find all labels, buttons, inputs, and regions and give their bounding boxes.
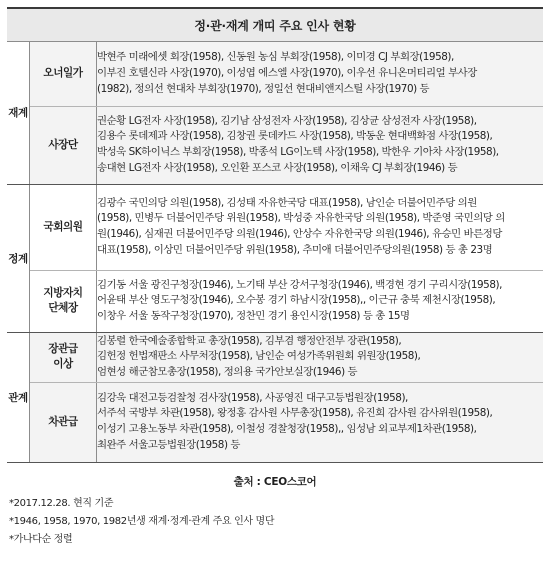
person-list-line: 김헌정 헌법재판소 사무처장(1958), 남인순 여성가족위원회 위원장(1958),: [97, 350, 421, 363]
ceo-group-label: [30, 106, 97, 184]
category-label-line: 이상: [53, 358, 73, 370]
person-list-line: 김강욱 대전고등검찰청 검사장(1958), 사공영진 대구고등법원장(1958),: [97, 391, 408, 404]
table-title: 정·관·재계 개띠 주요 인사 현황: [7, 7, 543, 42]
person-list-line: (1958), 민병두 더불어민주당 위원(1958), 박성중 자유한국당 의원(1958), 박준영 국민의당 의: [97, 212, 505, 225]
personnel-table-body: [7, 42, 543, 462]
person-list-line: 이성기 고용노동부 차관(1958), 이철성 경찰청장(1958),, 임성남 외교부제1차관(1958),: [97, 423, 477, 435]
category-label-line: 국회의원: [43, 220, 83, 233]
person-list-line: 송대현 LG전자 사장(1958), 오인환 포스코 사장(1958), 이채욱 CJ 부회장(1946) 등: [97, 161, 458, 174]
footnote-order: *가나다순 정렬: [9, 533, 73, 545]
minister-level-list: [97, 332, 544, 382]
table-row-national-assembly: [7, 184, 543, 270]
owner-family-list: [97, 42, 544, 106]
category-label-line: 사장단: [48, 138, 78, 151]
table-row-owner-family: [7, 42, 543, 106]
person-list-line: 이부진 호텔신라 사장(1970), 이성엽 에스엘 사장(1970), 이우선 유니온머티리얼 부사장: [97, 66, 477, 79]
owner-family-label: [30, 42, 97, 106]
sector-government-label: 관계: [7, 332, 30, 462]
table-row-ceo-group: [7, 106, 543, 184]
category-label-line: 차관급: [48, 415, 78, 428]
ceo-group-list: [97, 106, 544, 184]
table-row-minister-level: [7, 332, 543, 382]
minister-level-label: [30, 332, 97, 382]
footnote-scope: *1946, 1958, 1970, 1982년생 재계·정계·관계 주요 인사 명단: [9, 515, 275, 527]
national-assembly-label: [30, 184, 97, 270]
table-row-vice-minister-level: [7, 382, 543, 462]
person-list-line: 박성욱 SK하이닉스 부회장(1958), 박종석 LG이노텍 사장(1958), 박한우 기아차 사장(1958),: [97, 146, 499, 158]
person-list-line: 이창우 서울 동작구청장(1970), 정찬민 경기 용인시장(1958) 등 총 15명: [97, 309, 410, 322]
vice-minister-level-label: [30, 382, 97, 462]
category-label-line: 단체장: [48, 302, 78, 314]
person-list-line: 원(1946), 심재권 더불어민주당 의원(1946), 안상수 자유한국당 의원(1946), 유승민 바른정당: [97, 228, 502, 240]
person-list-line: 김기동 서울 광진구청장(1946), 노기태 부산 강서구청장(1946), 백경현 경기 구리시장(1958),: [97, 278, 502, 291]
sector-business-label: 재계: [7, 42, 30, 184]
person-list-line: (1982), 정의선 현대차 부회장(1970), 정일선 현대비앤지스틸 사장(1970) 등: [97, 82, 430, 95]
vice-minister-level-list: [97, 382, 544, 462]
person-list-line: 김광수 국민의당 의원(1958), 김성태 자유한국당 대표(1958), 남인순 더불어민주당 의원: [97, 196, 477, 209]
local-government-heads-label: [30, 270, 97, 332]
table-row-local-government-heads: [7, 270, 543, 332]
person-list-line: 최완주 서울고등법원장(1958) 등: [97, 438, 241, 451]
category-label-line: 오너일가: [43, 67, 83, 80]
person-list-line: 김용수 롯데제과 사장(1958), 김창권 롯데카드 사장(1958), 박동운 현대백화점 사장(1958),: [97, 130, 493, 143]
person-list-line: 대표(1958), 이상민 더불어민주당 위원(1958), 추미애 더불어민주당의원(1958) 등 총 23명: [97, 243, 493, 256]
footnote-date: *2017.12.28. 현직 기준: [9, 497, 114, 509]
person-list-line: 어윤태 부산 영도구청장(1946), 오수봉 경기 하남시장(1958),, 이근규 충북 제천시장(1958),: [97, 294, 496, 307]
personnel-table: [7, 42, 543, 463]
person-list-line: 김봉렬 한국예술종합학교 총장(1958), 김부겸 행정안전부 장관(1958),: [97, 334, 402, 347]
person-list-line: 서주석 국방부 차관(1958), 왕정홍 감사원 사무총장(1958), 유진희 감사원 감사위원(1958),: [97, 407, 493, 420]
person-list-line: 박현주 미래에셋 회장(1958), 신동원 농심 부회장(1958), 이미경 CJ 부회장(1958),: [97, 51, 454, 64]
person-list-line: 권순황 LG전자 사장(1958), 김기남 삼성전자 사장(1958), 김상균 삼성전자 사장(1958),: [97, 114, 477, 127]
category-label-line: 장관급: [48, 343, 78, 355]
person-list-line: 엄현성 해군참모총장(1958), 정의용 국가안보실장(1946) 등: [97, 365, 358, 378]
infographic: [7, 7, 543, 549]
footnotes: [7, 495, 543, 549]
category-label-line: 지방자치: [43, 287, 83, 299]
sector-politics-label: 정계: [7, 184, 30, 332]
source-credit: 출처 : CEO스코어: [233, 475, 317, 488]
local-government-heads-list: [97, 270, 544, 332]
national-assembly-list: [97, 184, 544, 270]
